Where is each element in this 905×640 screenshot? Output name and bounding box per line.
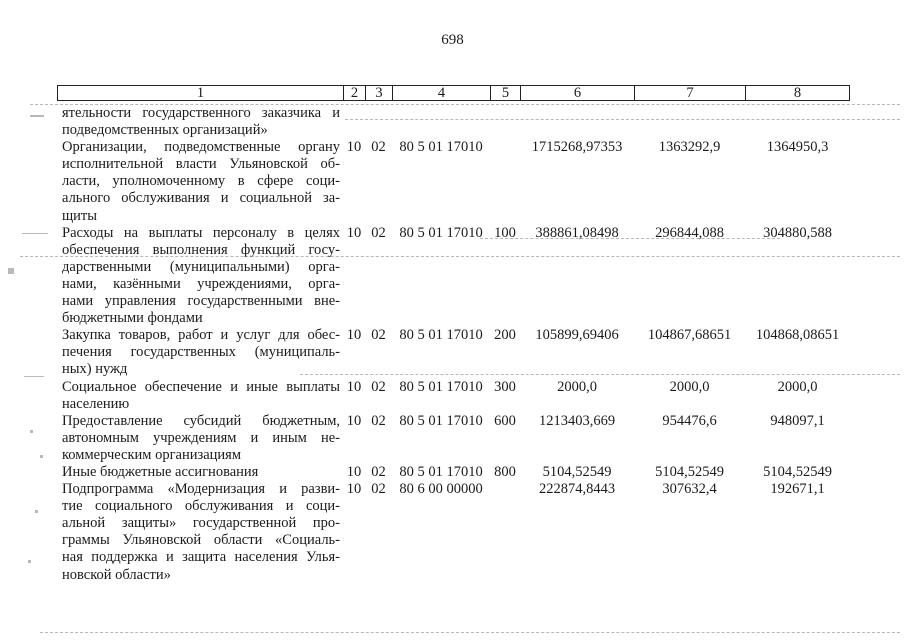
name-cell xyxy=(57,413,343,464)
col-2-cell: 10 xyxy=(346,412,362,429)
col-8-cell: 104868,08651 xyxy=(755,327,840,344)
col-2-cell: 10 xyxy=(346,463,362,480)
col-7-cell: 954476,6 xyxy=(662,412,717,429)
header-col-2: 2 xyxy=(343,85,365,101)
name-line: коммерческим организациям xyxy=(62,446,242,463)
name-line: граммы Ульяновской области «Социаль- xyxy=(62,532,340,549)
table-row xyxy=(57,105,850,139)
name-line: Организации, подведомственные органу xyxy=(62,139,340,156)
name-cell xyxy=(57,464,343,481)
name-line: ятельности государственного заказчика и xyxy=(62,105,340,121)
name-line: нами, казёнными учреждениями, орга- xyxy=(62,275,340,292)
header-col-8: 8 xyxy=(745,85,850,101)
table-row xyxy=(57,413,850,464)
name-line: исполнительной власти Ульяновской об- xyxy=(62,156,340,173)
col-3-cell: 02 xyxy=(371,327,386,344)
scan-artifact-line xyxy=(20,256,900,257)
scan-artifact-mark xyxy=(28,560,31,563)
name-line: ная поддержка и защита населения Улья- xyxy=(62,549,340,566)
col-4-cell: 80 6 00 00000 xyxy=(399,481,483,498)
col-7-cell: 104867,68651 xyxy=(647,327,732,344)
col-8-cell: 192671,1 xyxy=(770,481,825,498)
col-7-cell: 296844,088 xyxy=(655,224,724,241)
col-8-cell: 5104,52549 xyxy=(763,463,832,480)
header-col-6: 6 xyxy=(520,85,634,101)
name-cell xyxy=(57,379,343,413)
name-line: обеспечения выполнения функций госу- xyxy=(62,241,340,258)
col-6-cell: 5104,52549 xyxy=(542,463,612,480)
col-6-cell: 1213403,669 xyxy=(538,412,616,429)
name-line: ных) нужд xyxy=(62,361,128,378)
col-2-cell: 10 xyxy=(346,139,362,156)
col-7-cell: 1363292,9 xyxy=(658,139,721,156)
col-3-cell: 02 xyxy=(371,412,386,429)
scan-artifact-mark xyxy=(40,455,43,458)
name-line: щиты xyxy=(62,207,98,224)
col-4-cell: 80 5 01 17010 xyxy=(399,378,483,395)
name-line: новской области» xyxy=(62,566,171,583)
table-row xyxy=(57,481,850,584)
col-8-cell: 2000,0 xyxy=(777,378,818,395)
col-7-cell: 5104,52549 xyxy=(655,463,724,480)
col-5-cell: 600 xyxy=(494,412,516,429)
col-2-cell: 10 xyxy=(346,327,362,344)
name-line: Предоставление субсидий бюджетным, xyxy=(62,412,340,429)
name-line: дарственными (муниципальными) орга- xyxy=(62,258,340,275)
col-3-cell: 02 xyxy=(371,224,386,241)
name-line: альной защиты» государственной про- xyxy=(62,515,340,532)
scan-artifact-line xyxy=(30,104,900,105)
col-5-cell: 800 xyxy=(494,463,516,480)
col-4-cell: 80 5 01 17010 xyxy=(399,412,483,429)
scan-artifact-mark xyxy=(8,268,14,274)
col-5-cell: 300 xyxy=(494,378,516,395)
table-row xyxy=(57,379,850,413)
col-7-cell: 307632,4 xyxy=(662,481,717,498)
col-3-cell: 02 xyxy=(371,463,386,480)
scan-artifact-line xyxy=(300,374,900,375)
header-col-4: 4 xyxy=(392,85,490,101)
name-line: ального обслуживания и социальной за- xyxy=(62,190,340,207)
name-line: автономным учреждениям и иным не- xyxy=(62,429,340,446)
name-line: Расходы на выплаты персоналу в целях xyxy=(62,224,340,241)
name-line: населению xyxy=(62,395,130,412)
name-line: Подпрограмма «Модернизация и разви- xyxy=(62,481,340,498)
col-4-cell: 80 5 01 17010 xyxy=(399,463,483,480)
name-line: подведомственных организаций» xyxy=(62,122,268,139)
col-4-cell: 80 5 01 17010 xyxy=(399,139,483,156)
col-5-cell: 200 xyxy=(494,327,516,344)
col-6-cell: 105899,69406 xyxy=(535,327,619,344)
col-6-cell: 388861,08498 xyxy=(535,224,619,241)
col-3-cell: 02 xyxy=(371,378,386,395)
col-3-cell: 02 xyxy=(371,481,386,498)
table-row xyxy=(57,327,850,378)
col-6-cell: 2000,0 xyxy=(557,378,597,395)
col-3-cell: 02 xyxy=(371,139,386,156)
table-header xyxy=(57,85,850,101)
header-col-5: 5 xyxy=(490,85,520,101)
name-line: печения государственных (муниципаль- xyxy=(62,344,340,361)
name-cell xyxy=(57,225,343,328)
name-line: нами управления государственными вне- xyxy=(62,293,340,310)
name-cell xyxy=(57,481,343,584)
col-8-cell: 1364950,3 xyxy=(766,139,829,156)
scan-artifact-mark xyxy=(30,430,33,433)
page-number: 698 xyxy=(441,32,464,48)
scan-artifact-mark xyxy=(35,510,38,513)
col-5-cell xyxy=(490,481,520,498)
name-cell xyxy=(57,327,343,378)
name-line: Закупка товаров, работ и услуг для обес- xyxy=(62,327,340,344)
table-row xyxy=(57,139,850,224)
col-8-cell: 948097,1 xyxy=(770,412,825,429)
col-6-cell: 222874,8443 xyxy=(538,481,616,498)
col-2-cell: 10 xyxy=(346,224,362,241)
scan-artifact-mark xyxy=(22,233,48,234)
scan-artifact-mark xyxy=(24,376,44,377)
header-col-7: 7 xyxy=(634,85,745,101)
col-6-cell: 1715268,97353 xyxy=(531,139,623,156)
col-7-cell: 2000,0 xyxy=(669,378,710,395)
name-line: Иные бюджетные ассигнования xyxy=(62,463,259,480)
scan-artifact-line xyxy=(345,119,900,120)
name-line: ласти, уполномоченному в сфере соци- xyxy=(62,173,340,190)
col-4-cell: 80 5 01 17010 xyxy=(399,327,483,344)
col-2-cell: 10 xyxy=(346,378,362,395)
col-5-cell: 100 xyxy=(494,224,516,241)
table-row xyxy=(57,464,850,481)
name-line: Социальное обеспечение и иные выплаты xyxy=(62,378,340,395)
header-col-3: 3 xyxy=(365,85,392,101)
scan-artifact-line xyxy=(480,238,780,239)
name-line: бюджетными фондами xyxy=(62,310,203,327)
col-4-cell: 80 5 01 17010 xyxy=(399,224,483,241)
name-line: тие социального обслуживания и соци- xyxy=(62,498,340,515)
header-col-1: 1 xyxy=(57,85,343,101)
col-8-cell: 304880,588 xyxy=(763,224,832,241)
name-cell xyxy=(57,139,343,224)
scan-artifact-mark xyxy=(30,115,44,117)
name-cell xyxy=(57,105,343,139)
col-5-cell xyxy=(490,139,520,156)
col-2-cell: 10 xyxy=(346,481,362,498)
table-row xyxy=(57,225,850,328)
scan-artifact-line xyxy=(40,632,900,633)
table-body xyxy=(57,105,850,584)
